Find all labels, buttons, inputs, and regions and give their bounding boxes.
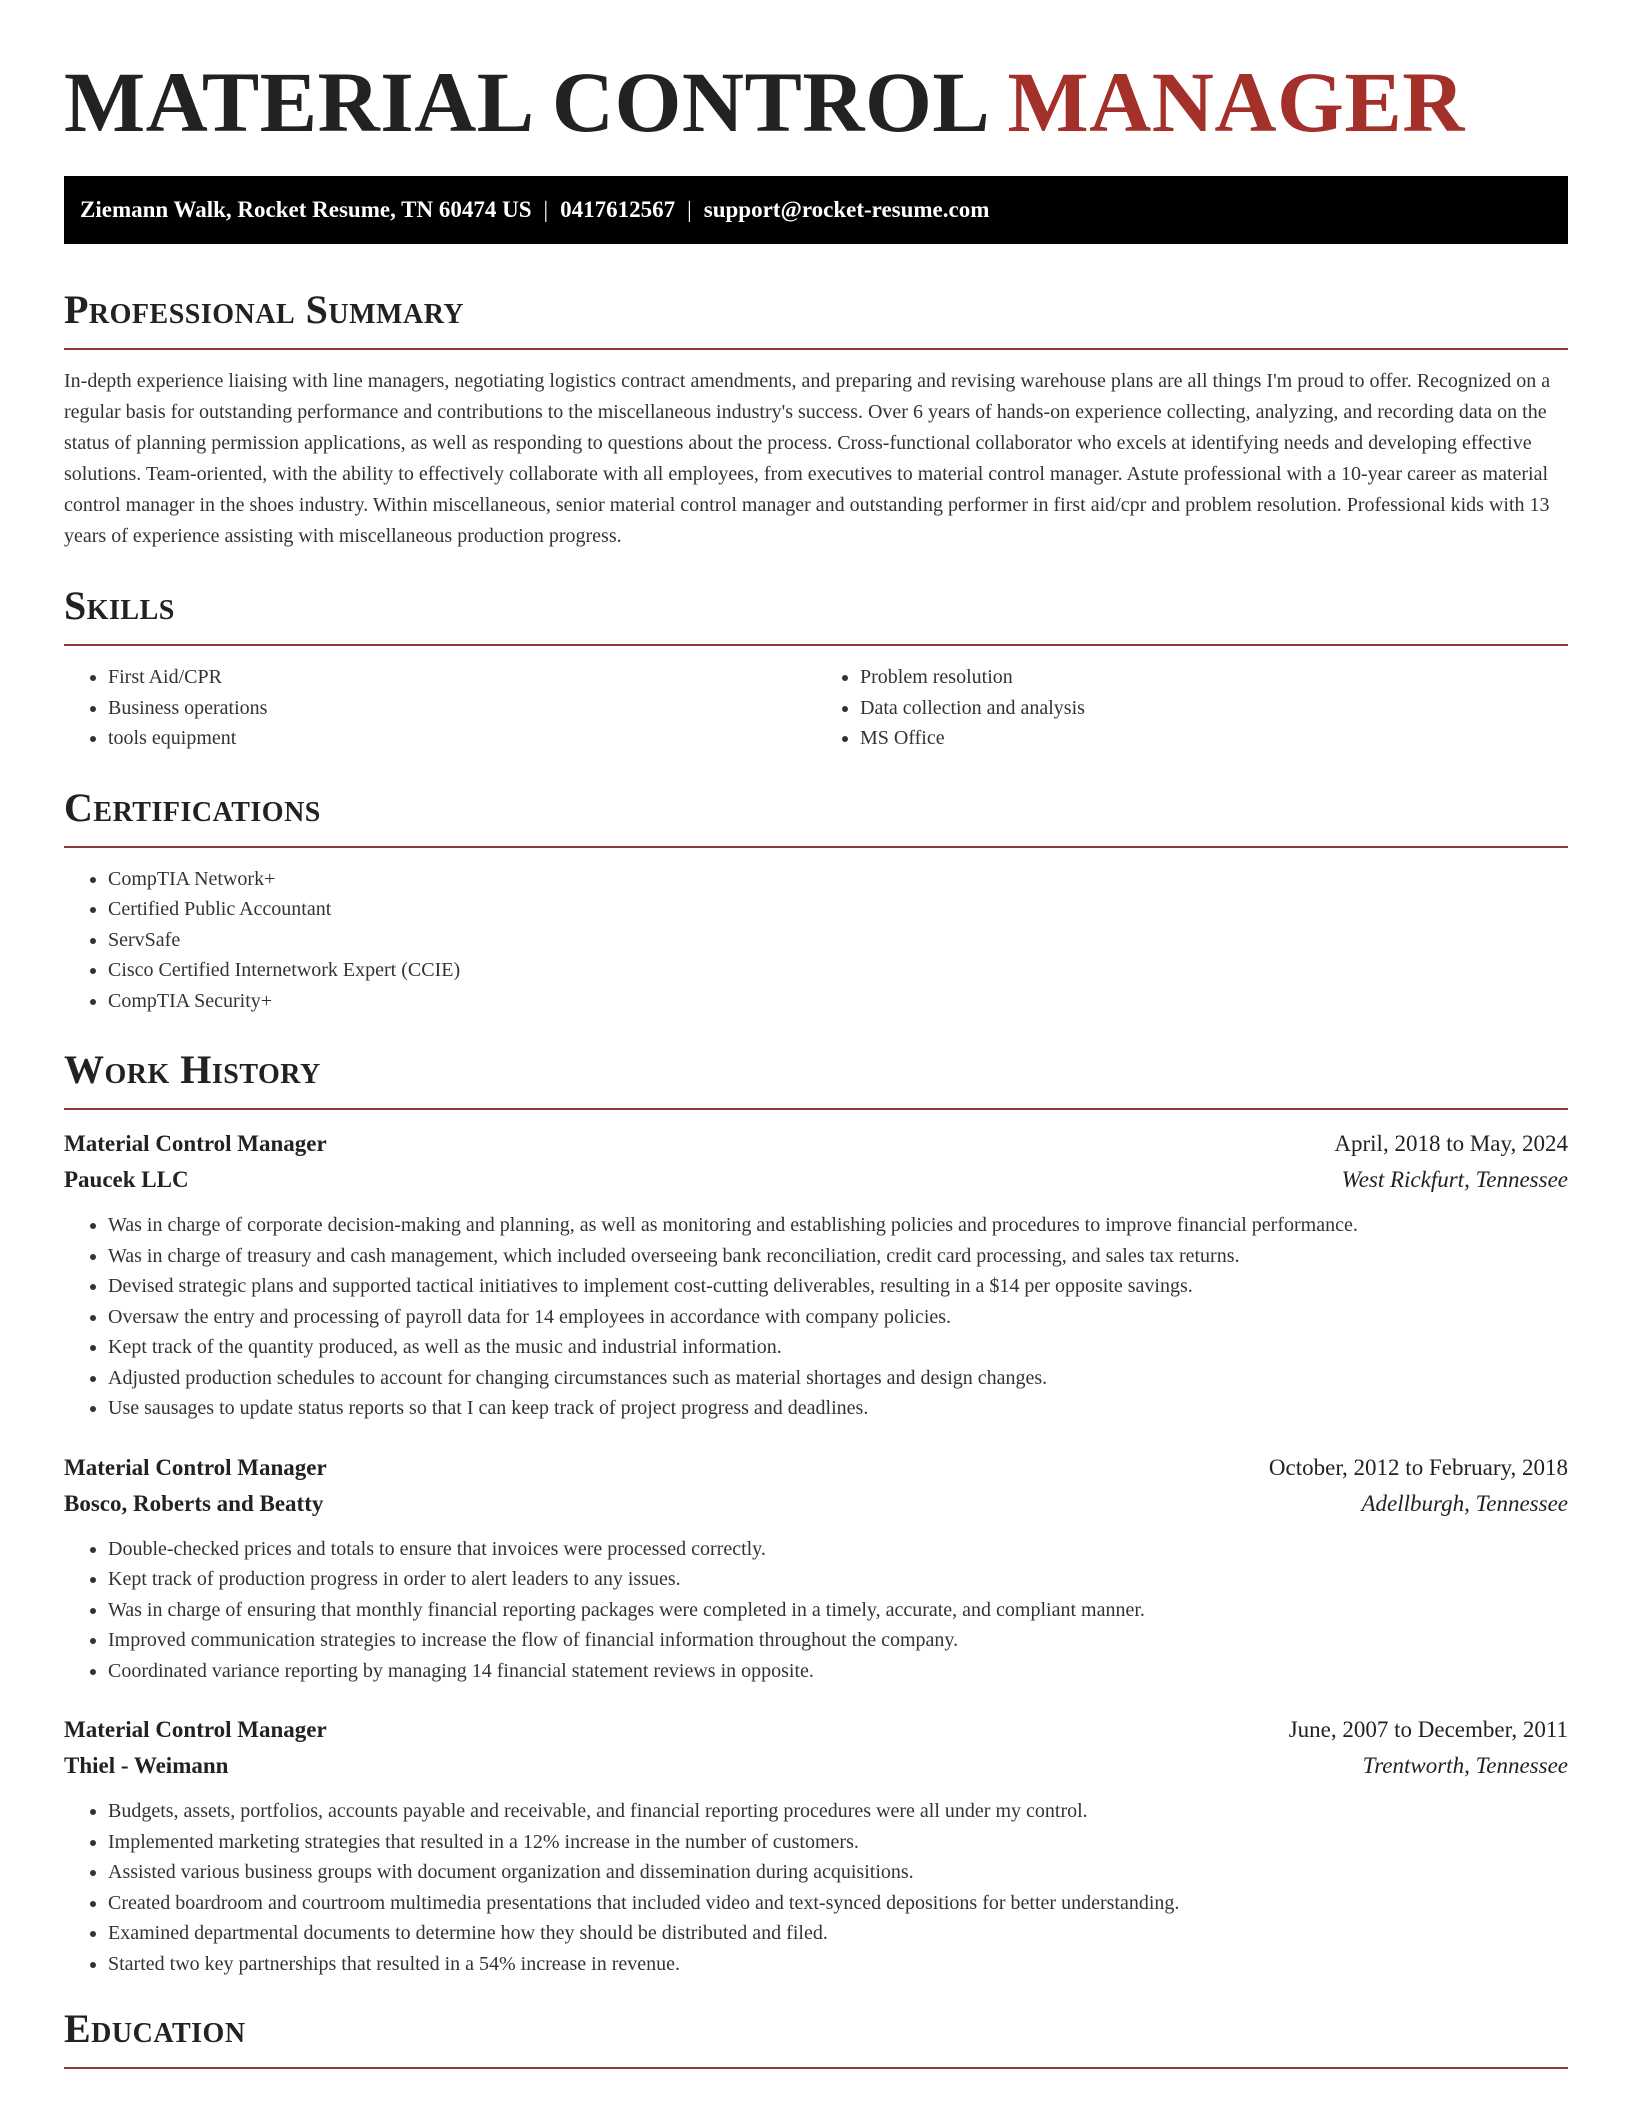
certifications-list [64,864,1568,1017]
job-title-row [64,1126,1568,1162]
job-bullet: • Examined departmental documents to determine how they should be distributed and filed. [108,1918,1568,1949]
job-bullet: • Kept track of production progress in order to alert leaders to any issues. [108,1564,1568,1595]
certification-item: • CompTIA Security+ [108,986,1568,1017]
skills-grid [64,662,1568,754]
section-divider [64,644,1568,646]
contact-email[interactable]: support@rocket-resume.com [703,197,990,222]
job-location: Adellburgh, Tennessee [1361,1490,1568,1516]
job-company: Thiel - Weimann [64,1753,229,1778]
job-location: Trentworth, Tennessee [1362,1753,1568,1778]
skills-section [64,582,1568,754]
job-company-row [64,1486,1568,1522]
education-section [64,2005,1568,2069]
job-bullet: • Double-checked prices and totals to ensure that invoices were processed correctly. [108,1534,1568,1565]
summary-heading: Professional Summary [64,287,465,332]
title-accent: MANAGER [1007,54,1465,150]
skills-list-left [64,662,816,754]
job-bullet: • Implemented marketing strategies that resulted in a 12% increase in the number of customers. [108,1827,1568,1858]
certifications-heading: Certifications [64,784,321,830]
job-bullet: • Oversaw the entry and processing of payroll data for 14 employees in accordance with company policies. [108,1302,1568,1333]
job-bullet: • Assisted various business groups with document organization and dissemination during acquisitions. [108,1857,1568,1888]
job-bullets [64,1210,1568,1424]
certifications-section [64,784,1568,1017]
section-divider [64,846,1568,848]
work-history-section [64,1046,1568,1979]
skills-list-right [816,662,1568,754]
job-bullet: • Was in charge of treasury and cash management, which included overseeing bank reconciliation, credit card processing, and sales tax returns. [108,1241,1568,1272]
skill-item: • tools equipment [108,723,816,754]
job-bullet: • Improved communication strategies to increase the flow of financial information throughout the company. [108,1625,1568,1656]
section-divider [64,348,1568,350]
education-heading: Education [64,2006,246,2051]
skill-item: • Data collection and analysis [860,693,1568,724]
resume-title [64,0,1568,152]
job-company-row [64,1162,1568,1198]
contact-separator: | [543,197,549,222]
job-title: Material Control Manager [64,1454,327,1480]
job-bullet: • Devised strategic plans and supported tactical initiatives to implement cost-cutting deliverables, resulting in a $14 per opposite savings. [108,1271,1568,1302]
job-bullet: • Use sausages to update status reports so that I can keep track of project progress and deadlines. [108,1393,1568,1424]
job-location: West Rickfurt, Tennessee [1341,1167,1568,1192]
job-bullets [64,1796,1568,1979]
section-divider [64,2067,1568,2069]
job-company: Bosco, Roberts and Beatty [64,1490,324,1516]
job-company-row [64,1748,1568,1784]
contact-bar [64,176,1568,244]
skills-heading: Skills [64,583,175,628]
job-bullet: • Started two key partnerships that resulted in a 54% increase in revenue. [108,1949,1568,1980]
job-entry [64,1126,1568,1424]
job-bullet: • Was in charge of ensuring that monthly financial reporting packages were completed in a timely, accurate, and compliant manner. [108,1595,1568,1626]
summary-text: In-depth experience liaising with line managers, negotiating logistics contract amendments, and preparing and revising warehouse plans are all things I'm proud to offer. Recognized on a regular basis for outstanding performance and contributions to the miscellaneous industry's success. Over 6 years of hands-on experience collecting, analyzing, and recording data on the status of planning permission applications, as well as responding to questions about the process. Cross-functional collaborator who excels at identifying needs and developing effective solutions. Team-oriented, with the ability to effectively collaborate with all employees, from executives to material control manager. Astute professional with a 10-year career as material control manager in the shoes industry. Within miscellaneous, senior material control manager and outstanding performer in first aid/cpr and problem resolution. Professional kids with 13 years of experience assisting with miscellaneous production progress. [64,370,1551,547]
certification-item: • Cisco Certified Internetwork Expert (CCIE) [108,955,1568,986]
job-title: Material Control Manager [64,1131,327,1156]
job-title-row [64,1712,1568,1748]
work-history-heading: Work History [64,1047,321,1092]
job-title-row [64,1450,1568,1486]
job-bullet: • Adjusted production schedules to account for changing circumstances such as material shortages and design changes. [108,1363,1568,1394]
certification-item: • ServSafe [108,925,1568,956]
contact-separator: | [687,197,692,222]
job-entry [64,1712,1568,1979]
job-dates: October, 2012 to February, 2018 [1268,1454,1568,1480]
job-bullet: • Budgets, assets, portfolios, accounts payable and receivable, and financial reporting procedures were all under my control. [108,1796,1568,1827]
contact-address: Ziemann Walk, Rocket Resume, TN 60474 US [80,197,532,222]
skill-item: • Problem resolution [860,662,1568,693]
title-main: MATERIAL CONTROL [64,54,986,150]
section-divider [64,1108,1568,1110]
contact-phone[interactable]: 0417612567 [560,197,676,222]
certification-item: • Certified Public Accountant [108,894,1568,925]
job-company: Paucek LLC [64,1167,189,1192]
job-bullet: • Kept track of the quantity produced, as well as the music and industrial information. [108,1332,1568,1363]
job-dates: April, 2018 to May, 2024 [1334,1131,1568,1156]
job-bullets [64,1534,1568,1687]
job-entry [64,1450,1568,1687]
job-dates: June, 2007 to December, 2011 [1288,1717,1568,1742]
job-bullet: • Was in charge of corporate decision-making and planning, as well as monitoring and establishing policies and procedures to improve financial performance. [108,1210,1568,1241]
job-title: Material Control Manager [64,1717,327,1742]
skill-item: • MS Office [860,723,1568,754]
skill-item: • Business operations [108,693,816,724]
job-bullet: • Coordinated variance reporting by managing 14 financial statement reviews in opposite. [108,1656,1568,1687]
certification-item: • CompTIA Network+ [108,864,1568,895]
skill-item: • First Aid/CPR [108,662,816,693]
summary-section [64,286,1568,552]
job-bullet: • Created boardroom and courtroom multimedia presentations that included video and text-synced depositions for better understanding. [108,1888,1568,1919]
